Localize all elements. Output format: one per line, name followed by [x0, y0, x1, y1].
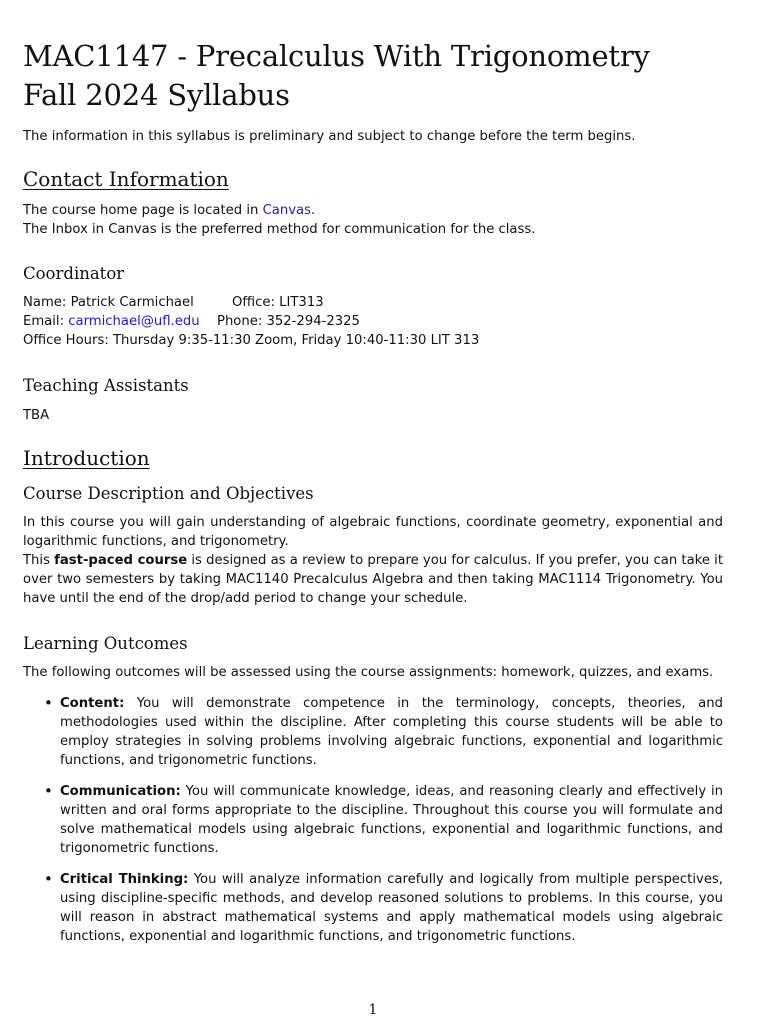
title-line-1: MAC1147 - Precalculus With Trigonometry [23, 39, 650, 73]
home-page-prefix: The course home page is located in [23, 203, 263, 218]
page-title [23, 37, 733, 115]
course-description-heading: Course Description and Objectives [23, 484, 314, 503]
outcome-label: Critical Thinking: [60, 872, 189, 887]
bullet-icon: • [44, 870, 53, 888]
email-label: Email: [23, 314, 65, 329]
coordinator-name: Patrick Carmichael [70, 295, 194, 310]
office-hours-value: Thursday 9:35-11:30 Zoom, Friday 10:40-11:30 LIT 313 [112, 333, 480, 348]
title-line-2: Fall 2024 Syllabus [23, 78, 290, 112]
course-description-para-2 [23, 551, 723, 608]
contact-heading: Contact Information [23, 167, 229, 191]
name-label: Name: [23, 295, 67, 310]
introduction-heading: Introduction [23, 446, 150, 470]
list-item [23, 782, 723, 858]
office-hours-row [23, 331, 479, 350]
bullet-icon: • [44, 694, 53, 712]
learning-outcomes-heading: Learning Outcomes [23, 634, 188, 653]
list-item [23, 694, 723, 770]
canvas-link[interactable]: Canvas [262, 203, 311, 218]
learning-outcomes-list [23, 694, 723, 958]
coordinator-email-row [23, 312, 200, 331]
phone-label: Phone: [217, 314, 263, 329]
home-page-line [23, 201, 315, 220]
coordinator-name-row [23, 293, 194, 312]
outcome-text: You will analyze information carefully and logically from multiple perspectives, using discipline-specific methods, and develop reasoned solutions to problems. In this course, you will reason in abstract mathematical systems and apply mathematical models using algebraic functions, exponential and logarithmic functions, and trigonometric functions. [60, 872, 723, 944]
coordinator-office-row [232, 293, 324, 312]
list-item [23, 870, 723, 946]
fast-paced-emphasis: fast-paced course [54, 553, 188, 568]
disclaimer-text: The information in this syllabus is preliminary and subject to change before the term begins. [23, 129, 636, 144]
coordinator-phone-row [217, 312, 360, 331]
para2-prefix: This [23, 553, 55, 568]
teaching-assistants-value: TBA [23, 408, 50, 423]
inbox-line: The Inbox in Canvas is the preferred method for communication for the class. [23, 222, 536, 237]
coordinator-office: LIT313 [279, 295, 324, 310]
outcome-label: Content: [60, 696, 125, 711]
office-hours-label: Office Hours: [23, 333, 109, 348]
course-description-para-1: In this course you will gain understanding of algebraic functions, coordinate geometry, exponential and logarithmic functions, and trigonometry. [23, 515, 723, 549]
page-number: 1 [368, 1002, 378, 1018]
coordinator-phone: 352-294-2325 [266, 314, 360, 329]
outcome-label: Communication: [60, 784, 181, 799]
para2-suffix: is designed as a review to prepare you for calculus. If you prefer, you can take it over two semesters by taking MAC1140 Precalculus Algebra and then taking MAC1114 Trigonometry. You have until the end of the drop/add period to change your schedule. [23, 553, 723, 606]
teaching-assistants-heading: Teaching Assistants [23, 376, 189, 395]
coordinator-heading: Coordinator [23, 264, 125, 283]
bullet-icon: • [44, 782, 53, 800]
coordinator-email-link[interactable]: carmichael@ufl.edu [68, 314, 200, 329]
outcome-text: You will demonstrate competence in the terminology, concepts, theories, and methodologies used within the discipline. After completing this course students will be able to employ strategies in solving problems involving algebraic functions, exponential and logarithmic functions, and trigonometric functions. [60, 696, 723, 768]
learning-outcomes-intro: The following outcomes will be assessed using the course assignments: homework, quizzes, and exams. [23, 665, 714, 680]
home-page-suffix: . [310, 203, 316, 218]
office-label: Office: [232, 295, 275, 310]
outcome-text: You will communicate knowledge, ideas, and reasoning clearly and effectively in written and oral forms appropriate to the discipline. Throughout this course you will formulate and solve mathematical models using algebraic functions, exponential and logarithmic functions, and trigonometric functions. [60, 784, 723, 856]
